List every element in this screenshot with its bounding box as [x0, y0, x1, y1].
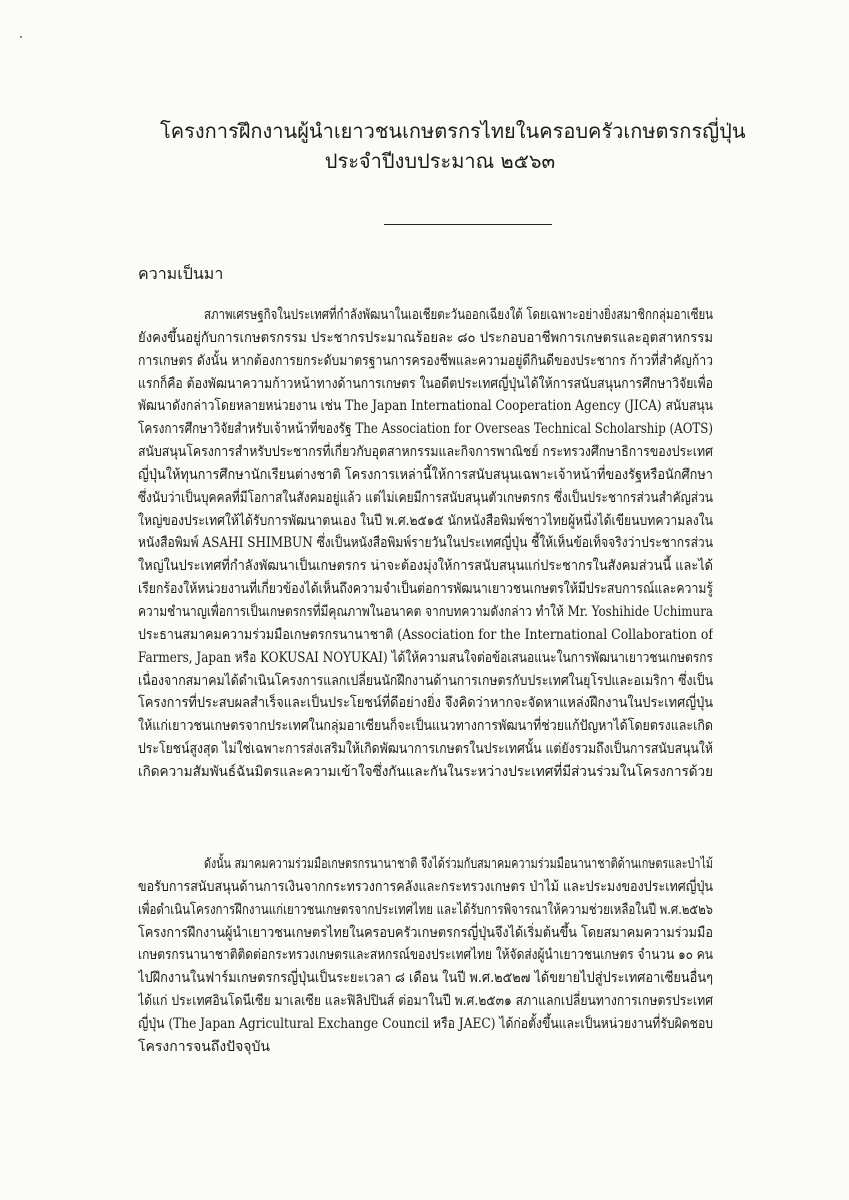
paragraph-project-start [138, 853, 713, 1059]
paragraph-line: ซึ่งนับว่าเป็นบุคคลที่มีโอกาสในสังคมอยู่แล้ว แต่ไม่เคยมีการสนับสนุนตัวเกษตรกร ซึ่งเป็นประชากรส่วนสำคัญส่วน [138, 489, 713, 506]
paragraph-line: ประโยชน์สูงสุด ไม่ใช่เฉพาะการส่งเสริมให้เกิดพัฒนาการเกษตรในประเทศนั้น แต่ยังรวมถึงเป็นการสนับสนุนให้ [138, 741, 713, 758]
scan-speck [20, 36, 22, 38]
paragraph-line: เพื่อดำเนินโครงการฝึกงานแก่เยาวชนเกษตรจากประเทศไทย และได้รับการพิจารณาให้ความช่วยเหลือในปี พ.ศ.๒๕๒๖ [138, 901, 713, 918]
paragraph-line: เกษตรกรนานาชาติติดต่อกระทรวงเกษตรและสหกรณ์ของประเทศไทย ให้จัดส่งผู้นำเยาวชนเกษตร จำนวน ๑๐ คน [138, 947, 713, 964]
paragraph-line: Farmers, Japan หรือ KOKUSAI NOYUKAI) ได้ให้ความสนใจต่อข้อเสนอแนะในการพัฒนาเยาวชนเกษตรกร [138, 649, 713, 666]
paragraph-line: ขอรับการสนับสนุนด้านการเงินจากกระทรวงการคลังและกระทรวงเกษตร ป่าไม้ และประมงของประเทศญี่ปุ่น [138, 878, 713, 895]
paragraph-line: ประธานสมาคมความร่วมมือเกษตรกรนานาชาติ (Association for the International Collaboration of [138, 626, 713, 643]
paragraph-line: โครงการที่ประสบผลสำเร็จและเป็นประโยชน์ที่ดีอย่างยิ่ง จึงคิดว่าหากจะจัดหาแหล่งฝึกงานในประเทศญี่ปุ่น [138, 695, 713, 712]
paragraph-line: สนับสนุนโครงการสำหรับประชากรที่เกี่ยวกับอุตสาหกรรมและกิจการพาณิชย์ กระทรวงศึกษาธิการของประเทศ [138, 444, 713, 461]
paragraph-line: เรียกร้องให้หน่วยงานที่เกี่ยวข้องได้เห็นถึงความจำเป็นต่อการพัฒนาเยาวชนเกษตรให้มีประสบการณ์และความรู้ [138, 581, 713, 598]
paragraph-line: ให้แก่เยาวชนเกษตรจากประเทศในกลุ่มอาเซียนก็จะเป็นแนวทางการพัฒนาที่ช่วยแก้ปัญหาได้โดยตรงและเกิด [138, 718, 713, 735]
paragraph-line: การเกษตร ดังนั้น หากต้องการยกระดับมาตรฐานการครองชีพและความอยู่ดีกินดีของประชากร ก้าวที่สำคัญก้าว [138, 352, 713, 369]
section-heading: ความเป็นมา [138, 264, 224, 283]
paragraph-line: ใหญ่ของประเทศให้ได้รับการพัฒนาตนเอง ในปี พ.ศ.๒๕๑๕ นักหนังสือพิมพ์ชาวไทยผู้หนึ่งได้เขียนบทความลงใน [138, 512, 713, 529]
document-title-line-1: โครงการฝึกงานผู้นำเยาวชนเกษตรกรไทยในครอบครัวเกษตรกรญี่ปุ่น [160, 119, 746, 143]
paragraph-line: ดังนั้น สมาคมความร่วมมือเกษตรกรนานาชาติ จึงได้ร่วมกับสมาคมความร่วมมือนานาชาติด้านเกษตรและป่าไม้ [204, 856, 713, 872]
paragraph-line: โครงการฝึกงานผู้นำเยาวชนเกษตรไทยในครอบครัวเกษตรกรญี่ปุ่นจึงได้เริ่มต้นขึ้น โดยสมาคมความร่วมมือ [138, 924, 713, 941]
paragraph-line: สภาพเศรษฐกิจในประเทศที่กำลังพัฒนาในเอเชียตะวันออกเฉียงใต้ โดยเฉพาะอย่างยิ่งสมาชิกกลุ่มอาเซียน [204, 307, 713, 323]
paragraph-line: เนื่องจากสมาคมได้ดำเนินโครงการแลกเปลี่ยนนักฝึกงานด้านการเกษตรกับประเทศในยุโรปและอเมริกา ซึ่งเป็น [138, 672, 713, 689]
paragraph-line: ญี่ปุ่นให้ทุนการศึกษานักเรียนต่างชาติ โครงการเหล่านี้ให้การสนับสนุนเฉพาะเจ้าหน้าที่ของรัฐหรือนักศึกษา [138, 466, 713, 483]
paragraph-background [138, 304, 713, 784]
paragraph-line: เกิดความสัมพันธ์ฉันมิตรและความเข้าใจซึ่งกันและกันในระหว่างประเทศที่มีส่วนร่วมในโครงการด้วย [138, 763, 713, 780]
paragraph-line: โครงการจนถึงปัจจุบัน [138, 1038, 270, 1055]
paragraph-line: หนังสือพิมพ์ ASAHI SHIMBUN ซึ่งเป็นหนังสือพิมพ์รายวันในประเทศญี่ปุ่น ชี้ให้เห็นข้อเท็จจริงว่าประชากรส่วน [138, 535, 713, 552]
document-title-line-2: ประจำปีงบประมาณ ๒๕๖๓ [324, 149, 556, 173]
paragraph-line: ไปฝึกงานในฟาร์มเกษตรกรญี่ปุ่นเป็นระยะเวลา ๘ เดือน ในปี พ.ศ.๒๕๒๗ ได้ขยายไปสู่ประเทศอาเซียนอื่นๆ [138, 970, 713, 987]
paragraph-line: โครงการศึกษาวิจัยสำหรับเจ้าหน้าที่ของรัฐ The Association for Overseas Technical Scholarship (AOTS) [138, 421, 713, 438]
title-divider [384, 224, 552, 225]
paragraph-line: ญี่ปุ่น (The Japan Agricultural Exchange Council หรือ JAEC) ได้ก่อตั้งขึ้นและเป็นหน่วยงานที่รับผิดชอบ [138, 1015, 713, 1032]
paragraph-line: พัฒนาดังกล่าวโดยหลายหน่วยงาน เช่น The Japan International Cooperation Agency (JICA) สนับสนุน [138, 398, 713, 415]
paragraph-line: ความชำนาญเพื่อการเป็นเกษตรกรที่มีคุณภาพในอนาคต จากบทความดังกล่าว ทำให้ Mr. Yoshihide Uchimura [138, 603, 713, 620]
paragraph-line: ยังคงขึ้นอยู่กับการเกษตรกรรม ประชากรประมาณร้อยละ ๘๐ ประกอบอาชีพการเกษตรและอุตสาหกรรม [138, 329, 713, 346]
paragraph-line: แรกก็คือ ต้องพัฒนาความก้าวหน้าทางด้านการเกษตร ในอดีตประเทศญี่ปุ่นได้ให้การสนับสนุนการศึกษาวิจัยเพื่อ [138, 375, 713, 392]
paragraph-line: ได้แก่ ประเทศอินโดนีเซีย มาเลเซีย และฟิลิปปินส์ ต่อมาในปี พ.ศ.๒๕๓๑ สภาแลกเปลี่ยนทางการเกษตรประเทศ [138, 993, 713, 1010]
paragraph-line: ใหญ่ในประเทศที่กำลังพัฒนาเป็นเกษตรกร น่าจะต้องมุ่งให้การสนับสนุนแก่ประชากรในสังคมส่วนนี้ และได้ [138, 558, 713, 575]
